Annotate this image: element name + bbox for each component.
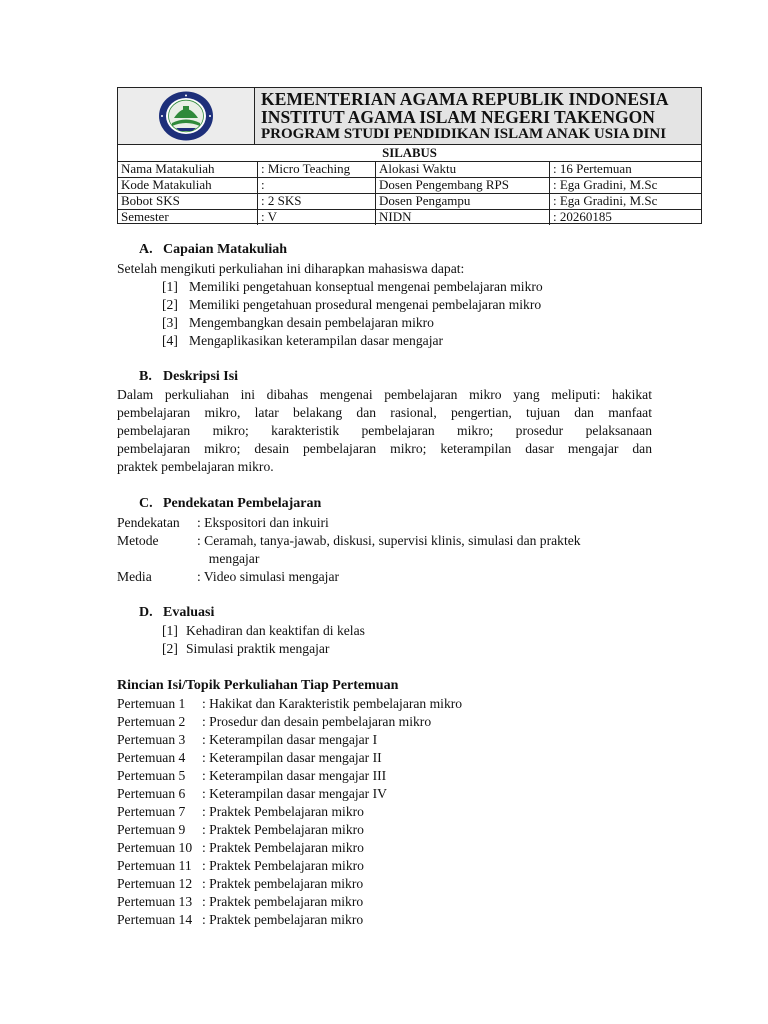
description-line: pembelajaran mikro, latar belakang dan rasional, pengertian, tujuan dan manfaat	[117, 405, 652, 420]
method-key: Metode	[117, 533, 159, 548]
list-text: Mengaplikasikan keterampilan dasar mengajar	[189, 333, 444, 348]
header-title-cell	[255, 88, 701, 144]
description-line: praktek pembelajaran mikro.	[117, 459, 274, 474]
section-title: Pendekatan Pembelajaran	[163, 496, 322, 511]
list-text: Simulasi praktik mengajar	[186, 641, 330, 656]
meeting-key: Pertemuan 13	[117, 894, 193, 909]
meeting-topic: : Keterampilan dasar mengajar III	[202, 768, 387, 783]
meeting-key: Pertemuan 9	[117, 822, 186, 837]
meeting-topic: : Hakikat dan Karakteristik pembelajaran mikro	[202, 696, 463, 711]
meeting-topic: : Praktek pembelajaran mikro	[202, 876, 364, 891]
approach-value: : Ekspositori dan inkuiri	[197, 515, 329, 530]
header-key: Semester	[118, 209, 258, 225]
section-a-heading	[139, 242, 287, 258]
header-key: NIDN	[376, 209, 550, 225]
list-number: [2]	[162, 641, 178, 656]
header-value: : Ega Gradini, M.Sc	[553, 177, 658, 192]
document-type-label: SILABUS	[118, 144, 701, 162]
header-key: Bobot SKS	[118, 193, 258, 209]
header-value: :	[258, 177, 376, 193]
meeting-key: Pertemuan 11	[117, 858, 192, 873]
meeting-key: Pertemuan 2	[117, 714, 186, 729]
media-value: : Video simulasi mengajar	[197, 569, 340, 584]
meeting-key: Pertemuan 7	[117, 804, 186, 819]
meeting-key: Pertemuan 10	[117, 840, 193, 855]
description-line: pembelajaran mikro; karakteristik pembelajaran mikro; prosedur pelaksanaan	[117, 423, 652, 438]
rincian-heading: Rincian Isi/Topik Perkuliahan Tiap Pertemuan	[117, 678, 399, 693]
header-key: Alokasi Waktu	[376, 161, 550, 177]
meeting-topic: : Praktek pembelajaran mikro	[202, 894, 364, 909]
list-item	[162, 315, 434, 331]
header-key: Dosen Pengembang RPS	[376, 177, 550, 193]
meeting-key: Pertemuan 3	[117, 732, 186, 747]
meeting-topic: : Praktek Pembelajaran mikro	[202, 804, 364, 819]
description-line: Dalam perkuliahan ini dibahas mengenai pembelajaran mikro yang meliputi: hakikat	[117, 387, 652, 402]
method-value-continued: mengajar	[202, 551, 260, 566]
header-value: : 2 SKS	[258, 193, 376, 209]
ministry-title: KEMENTERIAN AGAMA REPUBLIK INDONESIA	[261, 89, 669, 109]
section-title: Evaluasi	[163, 605, 215, 620]
section-title: Capaian Matakuliah	[163, 242, 288, 257]
program-title: PROGRAM STUDI PENDIDIKAN ISLAM ANAK USIA DINI	[261, 126, 667, 142]
header-row	[118, 161, 701, 178]
list-number: [1]	[162, 623, 178, 638]
section-b-heading	[139, 369, 238, 385]
method-value: : Ceramah, tanya-jawab, diskusi, supervisi klinis, simulasi dan praktek	[197, 533, 581, 548]
syllabus-header-table	[117, 87, 702, 224]
institute-title: INSTITUT AGAMA ISLAM NEGERI TAKENGON	[261, 107, 655, 127]
media-key: Media	[117, 569, 152, 584]
list-item	[162, 641, 329, 657]
meeting-topic: : Keterampilan dasar mengajar II	[202, 750, 382, 765]
header-value: : Micro Teaching	[258, 161, 376, 177]
meeting-key: Pertemuan 5	[117, 768, 186, 783]
header-key: Nama Matakuliah	[118, 161, 258, 177]
list-item	[162, 279, 543, 295]
meeting-key: Pertemuan 12	[117, 876, 193, 891]
header-row	[118, 193, 701, 210]
section-letter: C.	[139, 496, 153, 511]
header-key: Dosen Pengampu	[376, 193, 550, 209]
list-text: Memiliki pengetahuan konseptual mengenai pembelajaran mikro	[189, 279, 543, 294]
list-number: [3]	[162, 315, 178, 330]
section-c-heading	[139, 496, 321, 512]
header-value: : Ega Gradini, M.Sc	[553, 193, 658, 208]
logo-cell	[118, 88, 255, 144]
header-key: Kode Matakuliah	[118, 177, 258, 193]
meeting-topic: : Praktek Pembelajaran mikro	[202, 822, 364, 837]
list-text: Mengembangkan desain pembelajaran mikro	[189, 315, 434, 330]
institute-seal-icon	[150, 90, 222, 142]
header-row	[118, 209, 701, 225]
section-letter: A.	[139, 242, 153, 257]
approach-key: Pendekatan	[117, 515, 180, 530]
meeting-topic: : Keterampilan dasar mengajar IV	[202, 786, 387, 801]
meeting-topic: : Praktek pembelajaran mikro	[202, 912, 364, 927]
header-row	[118, 177, 701, 194]
section-a-intro: Setelah mengikuti perkuliahan ini diharapkan mahasiswa dapat:	[117, 261, 465, 276]
meeting-key: Pertemuan 4	[117, 750, 186, 765]
list-item	[162, 623, 365, 639]
section-letter: B.	[139, 369, 152, 384]
meeting-topic: : Praktek Pembelajaran mikro	[202, 840, 364, 855]
list-number: [4]	[162, 333, 178, 348]
list-text: Memiliki pengetahuan prosedural mengenai pembelajaran mikro	[189, 297, 542, 312]
section-d-heading	[139, 605, 214, 621]
list-item	[162, 297, 541, 313]
meeting-topic: : Keterampilan dasar mengajar I	[202, 732, 378, 747]
meeting-key: Pertemuan 1	[117, 696, 186, 711]
header-value: : 20260185	[553, 209, 612, 224]
section-letter: D.	[139, 605, 153, 620]
list-number: [1]	[162, 279, 178, 294]
meeting-topic: : Praktek Pembelajaran mikro	[202, 858, 364, 873]
header-value: : 16 Pertemuan	[553, 161, 632, 176]
meeting-key: Pertemuan 14	[117, 912, 193, 927]
header-value: : V	[258, 209, 376, 225]
list-number: [2]	[162, 297, 178, 312]
meeting-topic: : Prosedur dan desain pembelajaran mikro	[202, 714, 432, 729]
description-line: pembelajaran mikro; desain pembelajaran mikro; keterampilan dasar mengajar dan	[117, 441, 652, 456]
meeting-key: Pertemuan 6	[117, 786, 186, 801]
list-item	[162, 333, 443, 349]
section-title: Deskripsi Isi	[163, 369, 239, 384]
list-text: Kehadiran dan keaktifan di kelas	[186, 623, 365, 638]
